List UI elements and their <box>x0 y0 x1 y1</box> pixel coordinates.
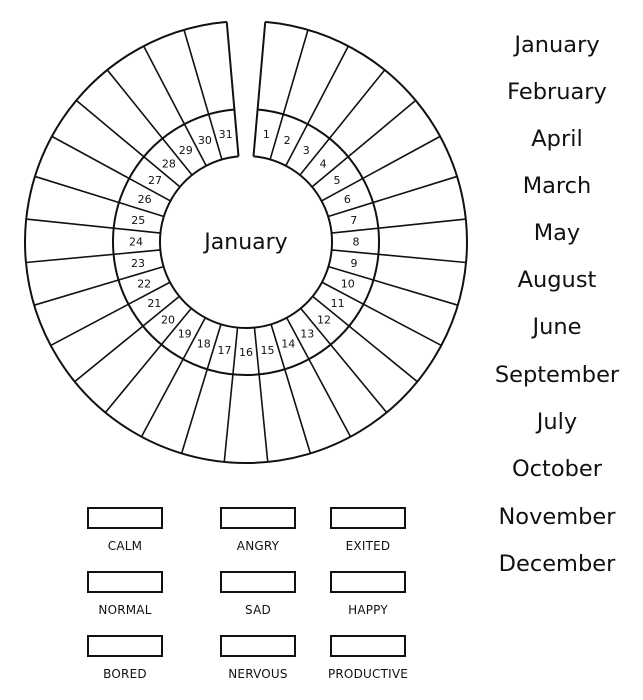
legend-label-productive: PRODUCTIVE <box>327 667 409 681</box>
day-number: 19 <box>177 327 192 341</box>
month-february[interactable]: February <box>507 79 607 105</box>
day-number: 7 <box>350 213 358 227</box>
day-number: 14 <box>281 337 296 351</box>
day-number: 17 <box>217 343 232 357</box>
legend-label-sad: SAD <box>245 603 271 617</box>
legend-angry <box>208 507 308 553</box>
legend-swatch-happy[interactable] <box>330 571 406 593</box>
day-number: 27 <box>148 174 163 188</box>
legend-swatch-angry[interactable] <box>220 507 296 529</box>
legend-swatch-bored[interactable] <box>87 635 163 657</box>
day-number: 30 <box>197 133 212 147</box>
wheel-center-label: January <box>204 230 288 255</box>
month-december[interactable]: December <box>498 551 616 577</box>
day-number: 9 <box>350 256 358 270</box>
day-number: 2 <box>283 133 291 147</box>
legend-sad <box>208 571 308 617</box>
day-number: 4 <box>319 157 327 171</box>
legend-swatch-calm[interactable] <box>87 507 163 529</box>
legend-label-bored: BORED <box>103 667 147 681</box>
day-number: 20 <box>160 313 175 327</box>
month-november[interactable]: November <box>498 504 616 530</box>
day-number: 26 <box>137 193 152 207</box>
legend-nervous <box>208 635 308 681</box>
legend-label-nervous: NERVOUS <box>228 667 288 681</box>
day-number: 6 <box>343 193 351 207</box>
legend-label-exited: EXITED <box>345 539 391 553</box>
month-january[interactable]: January <box>514 32 600 58</box>
month-may[interactable]: May <box>533 220 581 246</box>
legend-swatch-nervous[interactable] <box>220 635 296 657</box>
day-number: 18 <box>196 337 211 351</box>
mood-tracker-wheel <box>0 0 470 470</box>
day-number: 16 <box>239 346 253 359</box>
legend-swatch-sad[interactable] <box>220 571 296 593</box>
day-number: 13 <box>300 327 315 341</box>
legend-swatch-productive[interactable] <box>330 635 406 657</box>
legend-swatch-normal[interactable] <box>87 571 163 593</box>
legend-label-angry: ANGRY <box>236 539 280 553</box>
legend-happy <box>318 571 418 617</box>
legend-swatch-exited[interactable] <box>330 507 406 529</box>
day-number: 24 <box>129 235 144 249</box>
day-number: 5 <box>333 174 341 188</box>
month-august[interactable]: August <box>517 267 597 293</box>
day-number: 29 <box>178 143 193 157</box>
legend-calm <box>75 507 175 553</box>
day-number: 15 <box>260 343 275 357</box>
month-july[interactable]: July <box>536 409 578 435</box>
legend-label-calm: CALM <box>107 539 143 553</box>
month-april[interactable]: April <box>531 126 583 152</box>
day-number: 21 <box>147 296 162 310</box>
day-number: 3 <box>302 143 310 157</box>
month-march[interactable]: March <box>522 173 592 199</box>
month-october[interactable]: October <box>511 456 603 482</box>
day-number: 1 <box>262 127 270 141</box>
legend-label-happy: HAPPY <box>348 603 388 617</box>
day-number: 22 <box>137 277 152 291</box>
day-number: 12 <box>317 313 332 327</box>
day-number: 31 <box>218 127 233 141</box>
day-number: 28 <box>161 157 176 171</box>
day-number: 11 <box>330 296 345 310</box>
day-number: 10 <box>340 277 355 291</box>
legend-normal <box>75 571 175 617</box>
legend-productive <box>318 635 418 681</box>
day-number: 25 <box>131 213 146 227</box>
month-june[interactable]: June <box>532 314 582 340</box>
legend-bored <box>75 635 175 681</box>
legend-label-normal: NORMAL <box>98 603 152 617</box>
month-september[interactable]: September <box>494 362 620 388</box>
day-number: 8 <box>352 235 360 249</box>
day-number: 23 <box>131 256 146 270</box>
legend-exited <box>318 507 418 553</box>
